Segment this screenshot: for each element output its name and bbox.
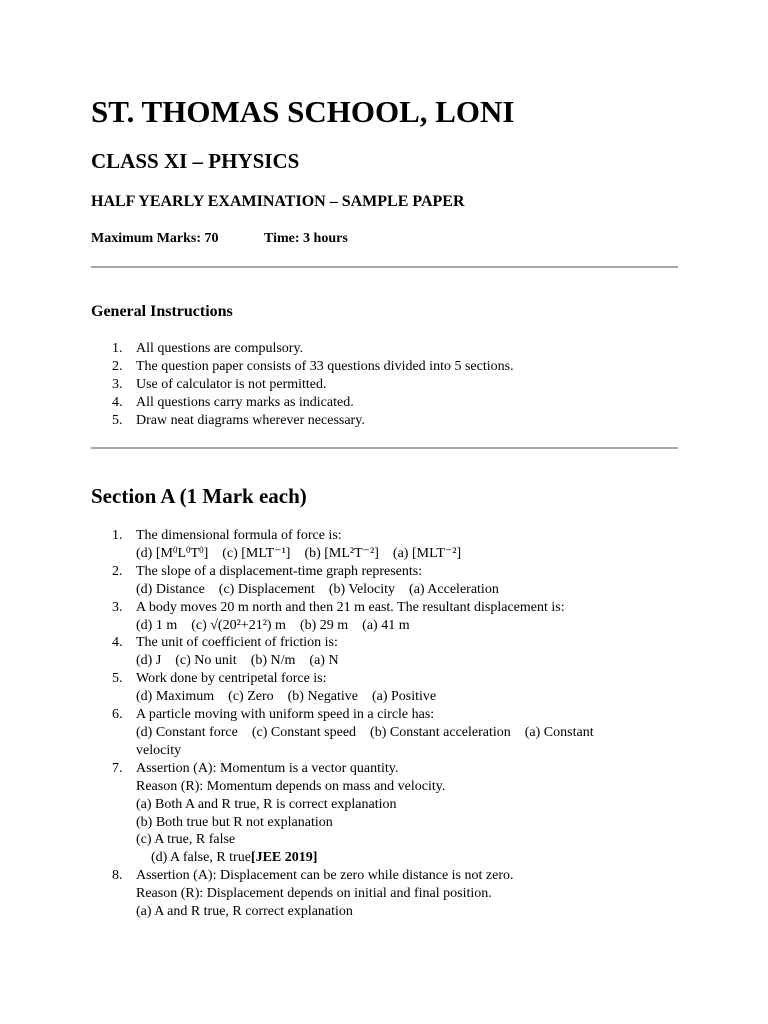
reason-text: Reason (R): Displacement depends on initial and final position.: [136, 886, 492, 902]
school-name: ST. THOMAS SCHOOL, LONI: [91, 94, 515, 129]
question-options: (d) Distance (c) Displacement (b) Velocity (a) Acceleration: [136, 581, 499, 597]
question-options-continued: velocity: [136, 742, 182, 758]
divider: [91, 266, 678, 268]
question-options: (d) $[M^0L^0T^0]$ (c) [MLT⁻¹] (b) [ML²T⁻²] (a) [MLT⁻²]: [136, 544, 462, 561]
question-options: (d) Constant force (c) Constant speed (b) Constant acceleration (a) Constant: [136, 724, 594, 740]
assertion-text: Assertion (A): Momentum is a vector quantity.: [136, 760, 399, 776]
class-title: CLASS XI – PHYSICS: [91, 149, 300, 173]
exam-title: HALF YEARLY EXAMINATION – SAMPLE PAPER: [91, 193, 465, 210]
option-d: (d) A false, R true[JEE 2019]: [151, 850, 318, 866]
max-marks: Maximum Marks: 70: [91, 231, 219, 246]
question-text: The slope of a displacement-time graph represents:: [136, 563, 423, 579]
question-item: 1. The dimensional formula of force is: (d) $[M^0L^0T^0]$ (c) [MLT⁻¹] (b) [ML²T⁻²] (a) [MLT⁻²]: [91, 527, 651, 563]
list-item: 3. Use of calculator is not permitted.: [112, 376, 327, 392]
question-item: 5. Work done by centripetal force is: (d) Maximum (c) Zero (b) Negative (a) Positive: [91, 670, 651, 706]
question-item: 6. A particle moving with uniform speed in a circle has: (d) Constant force (c) Constant speed (b) Constant acceleration (a) Constant velocity: [91, 706, 651, 760]
question-text: A body moves 20 m north and then 21 m east. The resultant displacement is:: [136, 599, 565, 615]
questions-list: [91, 527, 651, 921]
question-text: Work done by centripetal force is:: [136, 671, 327, 687]
question-text: The dimensional formula of force is:: [136, 528, 342, 543]
option-b: (b) Both true but R not explanation: [136, 814, 333, 830]
question-text: The unit of coefficient of friction is:: [136, 635, 338, 651]
exam-meta: [91, 230, 348, 248]
question-item: 7. Assertion (A): Momentum is a vector quantity. Reason (R): Momentum depends on mass and velocity. (a) Both A and R true, R is correct explanation (b) Both true but R not explanation (c) A true, R false (d) A false, R true[JEE 2019]: [91, 760, 651, 867]
question-options: (d) 1 m (c) √(20²+21²) m (b) 29 m (a) 41 m: [136, 617, 410, 633]
question-item: 8. Assertion (A): Displacement can be zero while distance is not zero. Reason (R): Displacement depends on initial and final position. (a) A and R true, R correct explanation: [91, 867, 651, 921]
instructions-list: [91, 340, 514, 430]
section-a-title: Section A (1 Mark each): [91, 484, 307, 508]
question-item: 4. The unit of coefficient of friction is: (d) J (c) No unit (b) N/m (a) N: [91, 634, 651, 670]
reason-text: Reason (R): Momentum depends on mass and velocity.: [136, 778, 446, 794]
list-item: 2. The question paper consists of 33 questions divided into 5 sections.: [112, 358, 514, 374]
question-item: 2. The slope of a displacement-time graph represents: (d) Distance (c) Displacement (b) Velocity (a) Acceleration: [91, 563, 651, 599]
question-options: (d) J (c) No unit (b) N/m (a) N: [136, 653, 339, 669]
option-a: (a) Both A and R true, R is correct explanation: [136, 796, 397, 812]
option-c: (c) A true, R false: [136, 832, 236, 848]
list-item: 4. All questions carry marks as indicated.: [112, 394, 354, 410]
exam-tag: [JEE 2019]: [250, 850, 318, 866]
question-options: (d) Maximum (c) Zero (b) Negative (a) Positive: [136, 689, 437, 705]
list-item: 5. Draw neat diagrams wherever necessary.: [112, 412, 365, 428]
divider: [91, 447, 678, 449]
assertion-text: Assertion (A): Displacement can be zero while distance is not zero.: [136, 868, 514, 884]
question-item: 3. A body moves 20 m north and then 21 m east. The resultant displacement is: (d) 1 m (c) √(20²+21²) m (b) 29 m (a) 41 m: [91, 599, 651, 635]
option-a: (a) A and R true, R correct explanation: [136, 904, 353, 920]
instructions-title: General Instructions: [91, 303, 233, 320]
list-item: 1. All questions are compulsory.: [112, 341, 304, 356]
exam-time: Time: 3 hours: [264, 231, 348, 246]
question-text: A particle moving with uniform speed in a circle has:: [136, 707, 435, 723]
